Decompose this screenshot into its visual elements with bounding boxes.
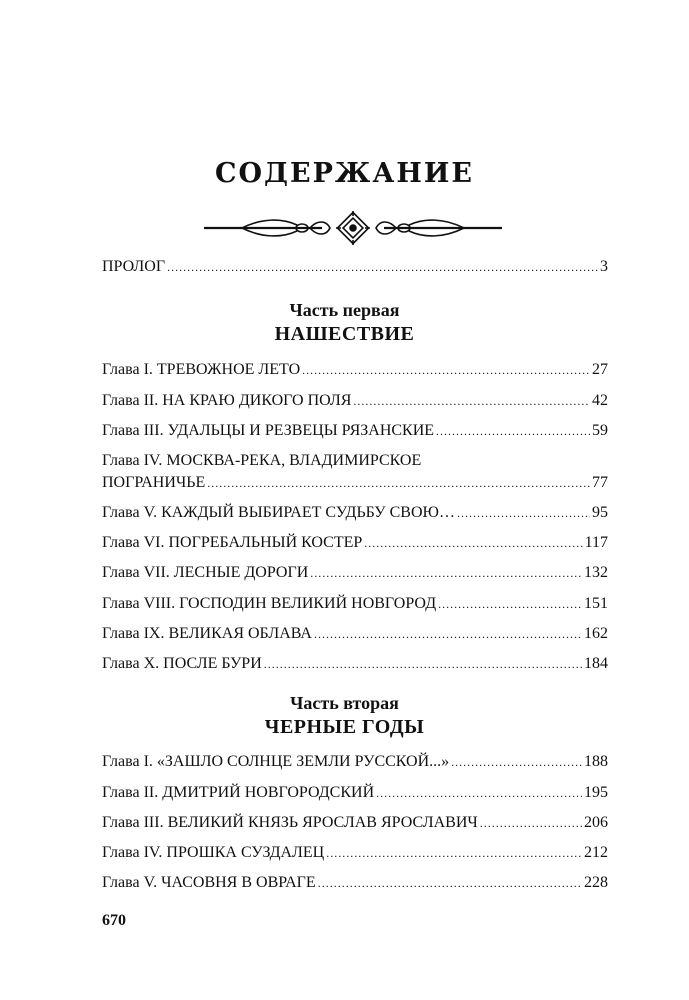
toc-entry[interactable] — [102, 503, 608, 523]
toc-entry-page: 206 — [584, 814, 608, 831]
toc-entry-label: Глава VIII. ГОСПОДИН ВЕЛИКИЙ НОВГОРОД — [102, 595, 437, 612]
dot-leader — [310, 563, 582, 583]
dot-leader — [264, 654, 582, 674]
dot-leader — [353, 391, 590, 411]
dot-leader — [302, 360, 590, 380]
toc-entry-page: 184 — [584, 655, 608, 672]
dot-leader — [457, 503, 590, 523]
dot-leader — [167, 257, 598, 277]
toc-entry[interactable] — [102, 533, 608, 553]
dot-leader — [436, 421, 590, 441]
toc-entry-label: Глава III. УДАЛЬЦЫ И РЕЗВЕЦЫ РЯЗАНСКИЕ — [102, 422, 435, 439]
toc-entry-page: 95 — [592, 504, 608, 521]
dot-leader — [364, 533, 582, 553]
toc-entry-page: 195 — [584, 784, 608, 801]
toc-entry-label: Глава IX. ВЕЛИКАЯ ОБЛАВА — [102, 625, 312, 642]
toc-entry-page: 212 — [584, 844, 608, 861]
dot-leader — [451, 752, 582, 772]
part-title: ЧЕРНЫЕ ГОДЫ — [264, 716, 425, 738]
toc-entry-page: 151 — [584, 595, 608, 612]
toc-entry-label: ПОГРАНИЧЬЕ — [102, 474, 206, 491]
dot-leader — [314, 624, 582, 644]
page-title: СОДЕРЖАНИЕ — [215, 158, 474, 189]
toc-entry[interactable] — [102, 391, 608, 411]
toc-entry-page: 188 — [584, 753, 608, 770]
toc-entry[interactable] — [102, 594, 608, 614]
toc-entry-label: Глава I. ТРЕВОЖНОЕ ЛЕТО — [102, 361, 301, 378]
dot-leader — [480, 813, 582, 833]
toc-entry-page: 117 — [584, 534, 608, 551]
toc-entry[interactable] — [102, 624, 608, 644]
toc-entry-label: Глава VII. ЛЕСНЫЕ ДОРОГИ — [102, 564, 309, 581]
toc-entry-label: Глава VI. ПОГРЕБАЛЬНЫЙ КОСТЕР — [102, 534, 363, 551]
part-title: НАШЕСТВИЕ — [274, 323, 415, 345]
dot-leader — [207, 473, 590, 493]
toc-entry-label: Глава X. ПОСЛЕ БУРИ — [102, 655, 262, 672]
toc-entry-page: 59 — [592, 422, 608, 439]
toc-entry-label: Глава II. ДМИТРИЙ НОВГОРОДСКИЙ — [102, 784, 375, 801]
dot-leader — [376, 783, 582, 803]
toc-entry-prologue[interactable] — [102, 257, 608, 277]
page-number: 670 — [102, 912, 126, 929]
toc-entry[interactable] — [102, 654, 608, 674]
toc-entry-page: 162 — [584, 625, 608, 642]
toc-entry[interactable] — [102, 752, 608, 772]
toc-entry[interactable] — [102, 813, 608, 833]
toc-entry[interactable] — [102, 563, 608, 583]
toc-entry[interactable] — [102, 473, 608, 493]
toc-entry-label: Глава II. НА КРАЮ ДИКОГО ПОЛЯ — [102, 392, 352, 409]
toc-entry-page: 42 — [592, 392, 608, 409]
toc-entry-page: 3 — [600, 258, 608, 275]
toc-entry[interactable] — [102, 873, 608, 893]
toc-entry-label: Глава I. «ЗАШЛО СОЛНЦЕ ЗЕМЛИ РУССКОЙ...» — [102, 753, 450, 770]
toc-entry-page: 27 — [592, 361, 608, 378]
dot-leader — [326, 843, 582, 863]
toc-entry[interactable] — [102, 360, 608, 380]
toc-entry[interactable] — [102, 843, 608, 863]
toc-entry-label: Глава V. ЧАСОВНЯ В ОВРАГЕ — [102, 874, 316, 891]
toc-entry-label: ПРОЛОГ — [102, 258, 166, 275]
toc-entry-label: Глава V. КАЖДЫЙ ВЫБИРАЕТ СУДЬБУ СВОЮ… — [102, 504, 455, 521]
toc-entry-label: Глава III. ВЕЛИКИЙ КНЯЗЬ ЯРОСЛАВ ЯРОСЛАВИЧ — [102, 814, 478, 831]
toc-entry[interactable] — [102, 421, 608, 441]
part-label: Часть первая — [289, 300, 400, 320]
toc-entry-page: 77 — [592, 474, 608, 491]
dot-leader — [438, 594, 582, 614]
toc-entry-label-line1: Глава IV. МОСКВА-РЕКА, ВЛАДИМИРСКОЕ — [102, 452, 422, 469]
toc-entry-page: 132 — [584, 564, 608, 581]
toc-entry-label: Глава IV. ПРОШКА СУЗДАЛЕЦ — [102, 844, 325, 861]
part-label: Часть вторая — [290, 693, 399, 713]
toc-entry-page: 228 — [584, 874, 608, 891]
dot-leader — [318, 873, 582, 893]
toc-entry[interactable] — [102, 783, 608, 803]
ornamental-divider-icon — [202, 210, 504, 246]
